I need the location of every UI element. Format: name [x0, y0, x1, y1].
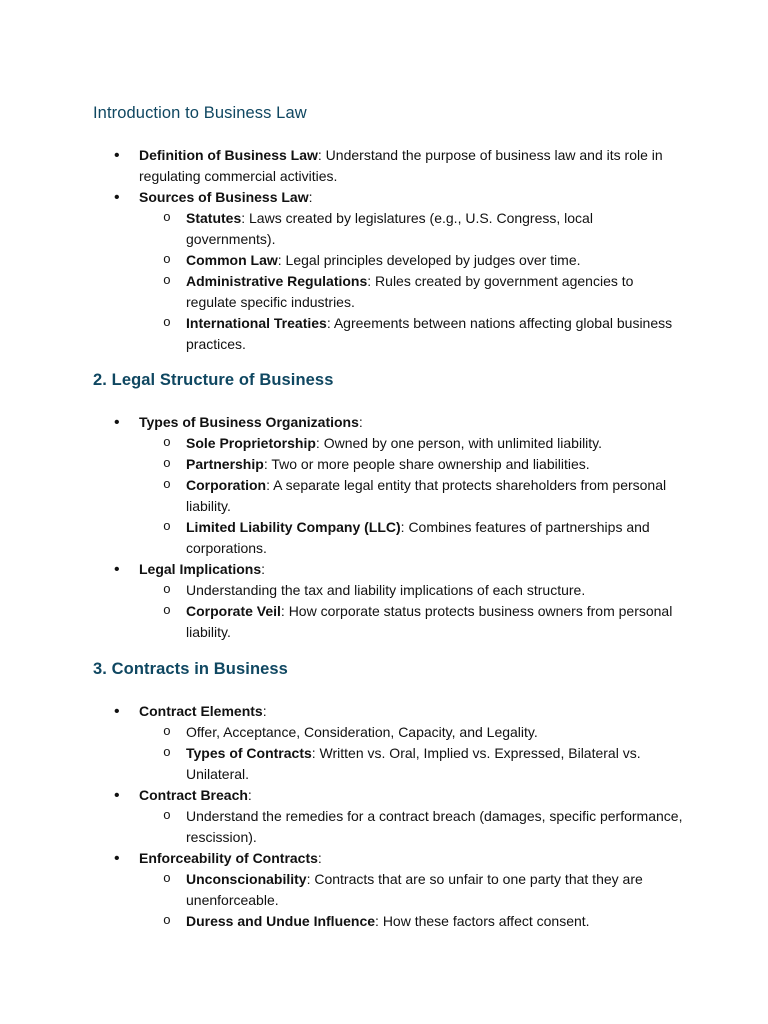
sub-list	[186, 722, 686, 785]
bullet-list	[139, 412, 689, 643]
bullet-list	[139, 145, 689, 355]
sub-list	[186, 580, 686, 643]
item-desc: :	[358, 414, 363, 430]
sub-term: Corporation	[186, 477, 267, 493]
sub-desc: : A separate legal entity that protects shareholders from personal liability.	[186, 477, 667, 514]
sub-term: Statutes	[186, 210, 242, 226]
sub-term: Unconscionability	[186, 871, 307, 887]
item-term: Contract Breach	[139, 787, 248, 803]
sub-desc: : Legal principles developed by judges over time.	[277, 252, 581, 268]
item-term: Sources of Business Law	[139, 189, 309, 205]
sub-desc: : How corporate status protects business owners from personal liability.	[186, 603, 673, 640]
sub-item	[186, 743, 686, 785]
sub-desc: Understanding the tax and liability implications of each structure.	[186, 582, 586, 598]
list-item	[139, 785, 689, 848]
sub-item	[186, 454, 686, 475]
item-desc: :	[261, 561, 266, 577]
sub-term: Common Law	[186, 252, 278, 268]
sub-desc: : Contracts that are so unfair to one party that they are unenforceable.	[186, 871, 643, 908]
sub-term: Sole Proprietorship	[186, 435, 316, 451]
sub-item	[186, 580, 686, 601]
item-term: Contract Elements	[139, 703, 263, 719]
sub-list	[186, 869, 686, 932]
list-item	[139, 412, 689, 559]
sub-term: Partnership	[186, 456, 264, 472]
sub-desc: : Written vs. Oral, Implied vs. Expressed, Bilateral vs. Unilateral.	[186, 745, 641, 782]
sub-item	[186, 869, 686, 911]
sub-item	[186, 911, 686, 932]
sub-item	[186, 601, 686, 643]
sub-item	[186, 313, 686, 355]
item-term: Enforceability of Contracts	[139, 850, 318, 866]
item-desc: : Understand the purpose of business law and its role in regulating commercial activities.	[139, 147, 663, 184]
sub-desc: : Owned by one person, with unlimited liability.	[315, 435, 603, 451]
item-term: Types of Business Organizations	[139, 414, 359, 430]
sub-item	[186, 433, 686, 454]
sub-desc: Understand the remedies for a contract breach (damages, specific performance, rescission).	[186, 808, 683, 845]
sub-desc: : Two or more people share ownership and liabilities.	[263, 456, 590, 472]
sub-list	[186, 806, 686, 848]
sub-item	[186, 517, 686, 559]
list-item	[139, 187, 689, 355]
item-desc: :	[317, 850, 322, 866]
sub-term: Limited Liability Company (LLC)	[186, 519, 401, 535]
sub-desc: : Rules created by government agencies to regulate specific industries.	[186, 273, 634, 310]
sub-desc: Offer, Acceptance, Consideration, Capacity, and Legality.	[186, 724, 538, 740]
section-heading: 3. Contracts in Business	[93, 660, 288, 678]
sub-item	[186, 475, 686, 517]
sub-item	[186, 208, 686, 250]
sub-list	[186, 208, 686, 355]
section-heading: 2. Legal Structure of Business	[93, 371, 334, 389]
sub-term: Types of Contracts	[186, 745, 312, 761]
sub-term: Administrative Regulations	[186, 273, 368, 289]
list-item	[139, 848, 689, 932]
sub-desc: : How these factors affect consent.	[375, 913, 590, 929]
sub-item	[186, 722, 686, 743]
sub-desc: : Combines features of partnerships and corporations.	[186, 519, 650, 556]
list-item	[139, 145, 689, 187]
sub-item	[186, 250, 686, 271]
list-item	[139, 559, 689, 643]
item-desc: :	[247, 787, 252, 803]
list-item	[139, 701, 689, 785]
sub-desc: : Agreements between nations affecting global business practices.	[186, 315, 673, 352]
item-term: Legal Implications	[139, 561, 262, 577]
item-term: Definition of Business Law	[139, 147, 318, 163]
sub-list	[186, 433, 686, 559]
sub-desc: : Laws created by legislatures (e.g., U.S. Congress, local governments).	[186, 210, 593, 247]
bullet-list	[139, 701, 689, 932]
section-heading: Introduction to Business Law	[93, 104, 307, 122]
sub-term: Corporate Veil	[186, 603, 281, 619]
item-desc: :	[308, 189, 313, 205]
sub-item	[186, 806, 686, 848]
sub-term: Duress and Undue Influence	[186, 913, 376, 929]
sub-item	[186, 271, 686, 313]
item-desc: :	[262, 703, 267, 719]
sub-term: International Treaties	[186, 315, 327, 331]
